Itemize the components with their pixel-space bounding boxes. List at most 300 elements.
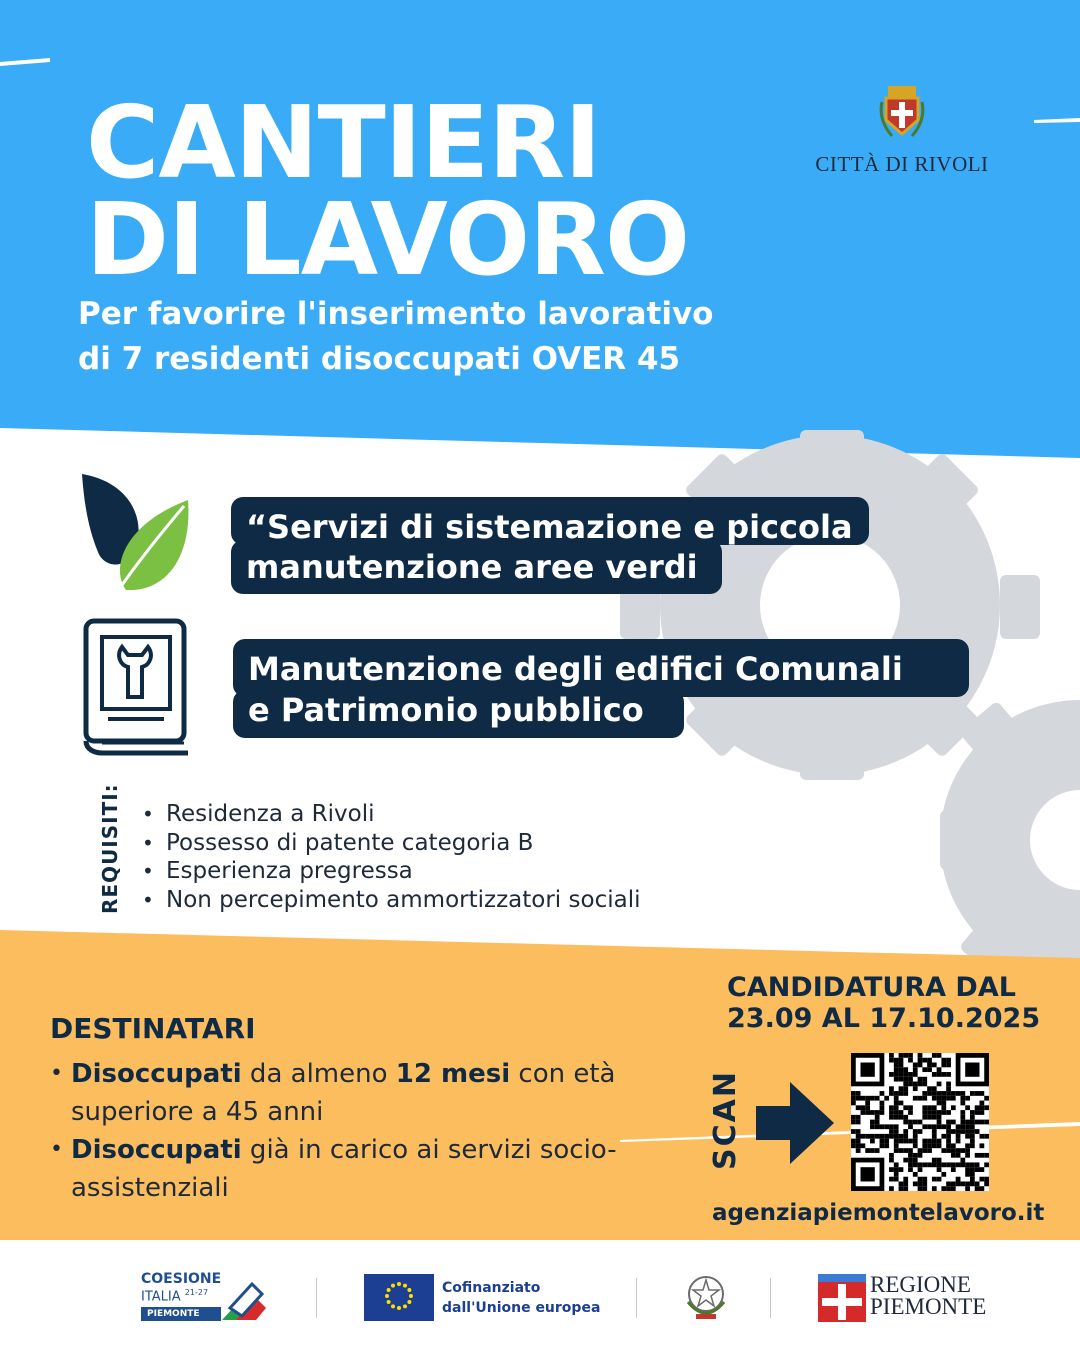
qr-module [941, 1072, 946, 1077]
qr-module [922, 1177, 927, 1182]
qr-module [856, 1134, 861, 1139]
recipient-bold: Disoccupati [71, 1059, 242, 1089]
service-2-line-1: Manutenzione degli edifici Comunali [248, 650, 903, 688]
qr-module [903, 1158, 908, 1163]
qr-module [965, 1096, 970, 1101]
qr-module [956, 1153, 961, 1158]
qr-module [970, 1167, 975, 1172]
qr-module [979, 1120, 984, 1125]
qr-module [937, 1115, 942, 1120]
qr-module [856, 1091, 861, 1096]
qr-module [918, 1063, 923, 1068]
qr-module [946, 1091, 951, 1096]
qr-module [927, 1091, 932, 1096]
qr-module [970, 1129, 975, 1134]
qr-module [918, 1167, 923, 1172]
qr-module [975, 1105, 980, 1110]
qr-module [894, 1124, 899, 1129]
qr-module [861, 1143, 866, 1148]
qr-module [922, 1181, 927, 1186]
qr-module [918, 1096, 923, 1101]
qr-module [870, 1124, 875, 1129]
qr-module [937, 1072, 942, 1077]
qr-module [946, 1120, 951, 1125]
qr-module [856, 1096, 861, 1101]
qr-module [970, 1139, 975, 1144]
qr-module [960, 1101, 965, 1106]
qr-module [979, 1110, 984, 1115]
subtitle-line-1: Per favorire l'inserimento lavorativo [78, 296, 714, 332]
qr-module [927, 1143, 932, 1148]
qr-module [956, 1091, 961, 1096]
qr-module [975, 1186, 980, 1191]
qr-module [903, 1177, 908, 1182]
piemonte-shield-icon [818, 1274, 866, 1322]
qr-module [956, 1181, 961, 1186]
qr-module [946, 1139, 951, 1144]
qr-module [880, 1124, 885, 1129]
qr-module [941, 1058, 946, 1063]
qr-module [937, 1096, 942, 1101]
qr-module [894, 1143, 899, 1148]
qr-module [956, 1162, 961, 1167]
qr-module [951, 1105, 956, 1110]
qr-module [946, 1181, 951, 1186]
coesione-line-2: ITALIA [141, 1289, 181, 1305]
qr-module [984, 1181, 989, 1186]
qr-module [918, 1053, 923, 1058]
city-logo [812, 84, 992, 177]
qr-module [960, 1124, 965, 1129]
qr-module [894, 1177, 899, 1182]
qr-module [956, 1139, 961, 1144]
qr-module [903, 1091, 908, 1096]
qr-module [922, 1091, 927, 1096]
qr-module [918, 1181, 923, 1186]
qr-module [941, 1105, 946, 1110]
qr-module [865, 1134, 870, 1139]
qr-module [965, 1124, 970, 1129]
qr-module [941, 1124, 946, 1129]
qr-module [894, 1167, 899, 1172]
qr-module [861, 1134, 866, 1139]
qr-module [865, 1096, 870, 1101]
qr-module [970, 1172, 975, 1177]
service-2-line-2: e Patrimonio pubblico [248, 691, 644, 729]
qr-module [927, 1148, 932, 1153]
qr-module [903, 1148, 908, 1153]
qr-module [899, 1139, 904, 1144]
qr-module [941, 1162, 946, 1167]
qr-module [956, 1129, 961, 1134]
qr-module [894, 1058, 899, 1063]
qr-module [889, 1058, 894, 1063]
qr-module [951, 1091, 956, 1096]
qr-module [979, 1134, 984, 1139]
qr-module [922, 1110, 927, 1115]
qr-module [903, 1082, 908, 1087]
qr-module [913, 1139, 918, 1144]
qr-module [932, 1177, 937, 1182]
qr-module [913, 1063, 918, 1068]
qr-module [922, 1186, 927, 1191]
qr-module [903, 1134, 908, 1139]
qr-module [908, 1120, 913, 1125]
qr-module [932, 1186, 937, 1191]
footer-divider [316, 1278, 317, 1318]
qr-module [908, 1105, 913, 1110]
qr-module [932, 1053, 937, 1058]
subtitle [78, 292, 713, 382]
qr-module [941, 1096, 946, 1101]
qr-module [899, 1091, 904, 1096]
qr-module [984, 1153, 989, 1158]
qr-module [880, 1143, 885, 1148]
qr-module [908, 1167, 913, 1172]
qr-module [865, 1110, 870, 1115]
qr-module [889, 1153, 894, 1158]
qr-module [922, 1077, 927, 1082]
qr-module [975, 1091, 980, 1096]
qr-module [899, 1063, 904, 1068]
website-link[interactable]: agenziapiemontelavoro.it [712, 1200, 1045, 1226]
eu-line-2: dall'Unione europea [442, 1300, 601, 1316]
qr-module [899, 1148, 904, 1153]
qr-module [970, 1110, 975, 1115]
qr-module [927, 1058, 932, 1063]
qr-module [965, 1063, 979, 1077]
qr-module [875, 1124, 880, 1129]
qr-module [941, 1134, 946, 1139]
qr-module [908, 1058, 913, 1063]
qr-module [861, 1110, 866, 1115]
qr-module [960, 1162, 965, 1167]
qr-module [951, 1120, 956, 1125]
qr-module [975, 1162, 980, 1167]
qr-module [889, 1186, 894, 1191]
qr-module [870, 1096, 875, 1101]
footer-divider [636, 1278, 637, 1318]
qr-module [932, 1086, 937, 1091]
qr-module [894, 1072, 899, 1077]
qr-module [965, 1148, 970, 1153]
qr-module [908, 1162, 913, 1167]
qr-module [951, 1096, 956, 1101]
qr-module [894, 1162, 899, 1167]
qr-module [960, 1181, 965, 1186]
qr-module [880, 1091, 885, 1096]
qr-module [979, 1091, 984, 1096]
leaf-icon [80, 472, 190, 600]
qr-module [918, 1120, 923, 1125]
qr-module [951, 1148, 956, 1153]
qr-module [913, 1181, 918, 1186]
qr-module [918, 1058, 923, 1063]
qr-module [918, 1129, 923, 1134]
requirement-item: • Possesso di patente categoria B [142, 829, 640, 858]
qr-module [937, 1139, 942, 1144]
qr-module [880, 1134, 885, 1139]
qr-module [922, 1082, 927, 1087]
qr-module [899, 1086, 904, 1091]
qr-module [908, 1072, 913, 1077]
qr-module [937, 1124, 942, 1129]
qr-module [979, 1105, 984, 1110]
recipient-text: con età superiore a 45 anni [71, 1059, 616, 1127]
qr-module [851, 1115, 856, 1120]
city-crest-icon [878, 84, 926, 142]
qr-module [975, 1120, 980, 1125]
qr-module [894, 1148, 899, 1153]
qr-module [979, 1143, 984, 1148]
qr-module [899, 1167, 904, 1172]
qr-module [913, 1086, 918, 1091]
qr-module [889, 1086, 894, 1091]
qr-module [951, 1186, 956, 1191]
qr-module [870, 1120, 875, 1125]
qr-module [889, 1091, 894, 1096]
qr-module [856, 1139, 861, 1144]
qr-module [922, 1162, 927, 1167]
qr-module [946, 1124, 951, 1129]
qr-module [913, 1096, 918, 1101]
qr-module [899, 1181, 904, 1186]
title-line-1: CANTIERI [86, 84, 601, 201]
qr-module [946, 1082, 951, 1087]
qr-module [899, 1101, 904, 1106]
qr-module [913, 1162, 918, 1167]
qr-module [894, 1115, 899, 1120]
qr-module [922, 1139, 927, 1144]
qr-module [937, 1158, 942, 1163]
qr-module [870, 1148, 875, 1153]
date-from: 23.09 [727, 1003, 813, 1034]
qr-module [894, 1096, 899, 1101]
qr-module [922, 1096, 927, 1101]
coesione-arrows-icon [222, 1274, 270, 1320]
qr-module [918, 1082, 923, 1087]
qr-module [870, 1110, 875, 1115]
qr-code[interactable] [851, 1053, 989, 1191]
coesione-region: PIEMONTE [141, 1307, 221, 1321]
recipients-title: DESTINATARI [50, 1012, 256, 1045]
qr-module [880, 1110, 885, 1115]
eu-stars-icon [364, 1274, 434, 1321]
service-1-line-2: manutenzione aree verdi [246, 548, 698, 586]
qr-module [865, 1101, 870, 1106]
qr-module [861, 1096, 866, 1101]
qr-module [899, 1072, 904, 1077]
qr-module [946, 1186, 951, 1191]
qr-module [984, 1096, 989, 1101]
qr-module [913, 1082, 918, 1087]
qr-module [918, 1177, 923, 1182]
qr-module [965, 1167, 970, 1172]
qr-module [970, 1124, 975, 1129]
qr-module [956, 1148, 961, 1153]
qr-module [851, 1096, 856, 1101]
qr-module [979, 1186, 984, 1191]
qr-module [875, 1148, 880, 1153]
qr-module [956, 1134, 961, 1139]
qr-module [970, 1177, 975, 1182]
qr-module [937, 1082, 942, 1087]
qr-module [946, 1072, 951, 1077]
qr-module [975, 1167, 980, 1172]
qr-module [970, 1181, 975, 1186]
qr-module [899, 1067, 904, 1072]
qr-module [984, 1134, 989, 1139]
date-connector: AL [812, 1003, 870, 1034]
qr-module [932, 1134, 937, 1139]
qr-module [932, 1129, 937, 1134]
qr-module [960, 1091, 965, 1096]
recipient-text: da almeno [241, 1059, 396, 1089]
qr-module [913, 1129, 918, 1134]
qr-module [908, 1124, 913, 1129]
qr-module [960, 1129, 965, 1134]
qr-module [880, 1105, 885, 1110]
qr-module [903, 1077, 908, 1082]
qr-module [903, 1186, 908, 1191]
qr-module [884, 1134, 889, 1139]
qr-module [851, 1101, 856, 1106]
qr-module [960, 1096, 965, 1101]
qr-module [979, 1177, 984, 1182]
qr-module [889, 1053, 894, 1058]
qr-module [875, 1120, 880, 1125]
qr-module [856, 1148, 861, 1153]
qr-module [865, 1148, 870, 1153]
qr-module [937, 1120, 942, 1125]
qr-module [913, 1158, 918, 1163]
qr-module [946, 1143, 951, 1148]
qr-module [851, 1120, 856, 1125]
qr-module [903, 1120, 908, 1125]
qr-module [861, 1105, 866, 1110]
qr-module [932, 1115, 937, 1120]
qr-module [870, 1139, 875, 1144]
qr-module [903, 1067, 908, 1072]
qr-module [932, 1143, 937, 1148]
qr-module [903, 1105, 908, 1110]
qr-module [970, 1143, 975, 1148]
qr-module [851, 1139, 856, 1144]
qr-module [918, 1148, 923, 1153]
qr-module [894, 1105, 899, 1110]
qr-module [965, 1129, 970, 1134]
qr-module [970, 1091, 975, 1096]
qr-module [899, 1058, 904, 1063]
application-title: CANDIDATURA DAL [727, 972, 1016, 1003]
qr-module [965, 1153, 970, 1158]
qr-module [908, 1110, 913, 1115]
qr-module [918, 1153, 923, 1158]
qr-module [937, 1067, 942, 1072]
qr-module [884, 1139, 889, 1144]
qr-module [946, 1110, 951, 1115]
qr-module [903, 1139, 908, 1144]
qr-module [899, 1053, 904, 1058]
qr-module [899, 1134, 904, 1139]
qr-module [851, 1091, 856, 1096]
qr-module [884, 1124, 889, 1129]
qr-module [889, 1167, 894, 1172]
qr-module [960, 1120, 965, 1125]
qr-module [875, 1115, 880, 1120]
qr-module [918, 1162, 923, 1167]
qr-module [908, 1153, 913, 1158]
requirement-item: • Esperienza pregressa [142, 857, 640, 886]
qr-module [861, 1063, 875, 1077]
requirement-item: • Non percepimento ammortizzatori sociali [142, 886, 640, 915]
qr-module [851, 1129, 856, 1134]
qr-module [951, 1153, 956, 1158]
qr-module [946, 1096, 951, 1101]
qr-module [937, 1091, 942, 1096]
qr-module [979, 1167, 984, 1172]
qr-module [889, 1134, 894, 1139]
qr-module [937, 1167, 942, 1172]
qr-module [932, 1072, 937, 1077]
qr-module [889, 1129, 894, 1134]
qr-module [894, 1139, 899, 1144]
qr-module [927, 1124, 932, 1129]
qr-module [927, 1115, 932, 1120]
qr-module [965, 1181, 970, 1186]
qr-module [889, 1177, 894, 1182]
manual-wrench-icon [80, 617, 190, 757]
qr-module [875, 1134, 880, 1139]
qr-module [889, 1110, 894, 1115]
qr-module [927, 1067, 932, 1072]
regione-text [870, 1274, 986, 1318]
requirements-list [142, 800, 640, 914]
service-1-line-1: “Servizi di sistemazione e piccola [246, 508, 853, 546]
coesione-years: 21-27 [184, 1288, 209, 1297]
qr-module [894, 1134, 899, 1139]
qr-module [932, 1105, 937, 1110]
italian-emblem-icon [684, 1272, 728, 1322]
qr-module [946, 1063, 951, 1068]
qr-module [884, 1143, 889, 1148]
qr-module [927, 1086, 932, 1091]
qr-module [889, 1158, 894, 1163]
eu-cofinanced-text [442, 1278, 600, 1318]
qr-module [856, 1129, 861, 1134]
eu-line-1: Cofinanziato [442, 1280, 541, 1296]
qr-module [922, 1124, 927, 1129]
qr-module [899, 1115, 904, 1120]
qr-module [951, 1162, 956, 1167]
qr-module [927, 1162, 932, 1167]
qr-module [918, 1077, 923, 1082]
qr-module [941, 1172, 946, 1177]
qr-module [984, 1177, 989, 1182]
qr-module [975, 1181, 980, 1186]
qr-module [970, 1134, 975, 1139]
qr-module [903, 1086, 908, 1091]
subtitle-line-2: di 7 residenti disoccupati OVER 45 [78, 341, 681, 377]
qr-module [870, 1134, 875, 1139]
qr-module [889, 1072, 894, 1077]
qr-module [927, 1110, 932, 1115]
eu-flag-icon [364, 1274, 434, 1321]
qr-module [908, 1139, 913, 1144]
qr-module [908, 1082, 913, 1087]
qr-module [932, 1096, 937, 1101]
qr-module [965, 1134, 970, 1139]
